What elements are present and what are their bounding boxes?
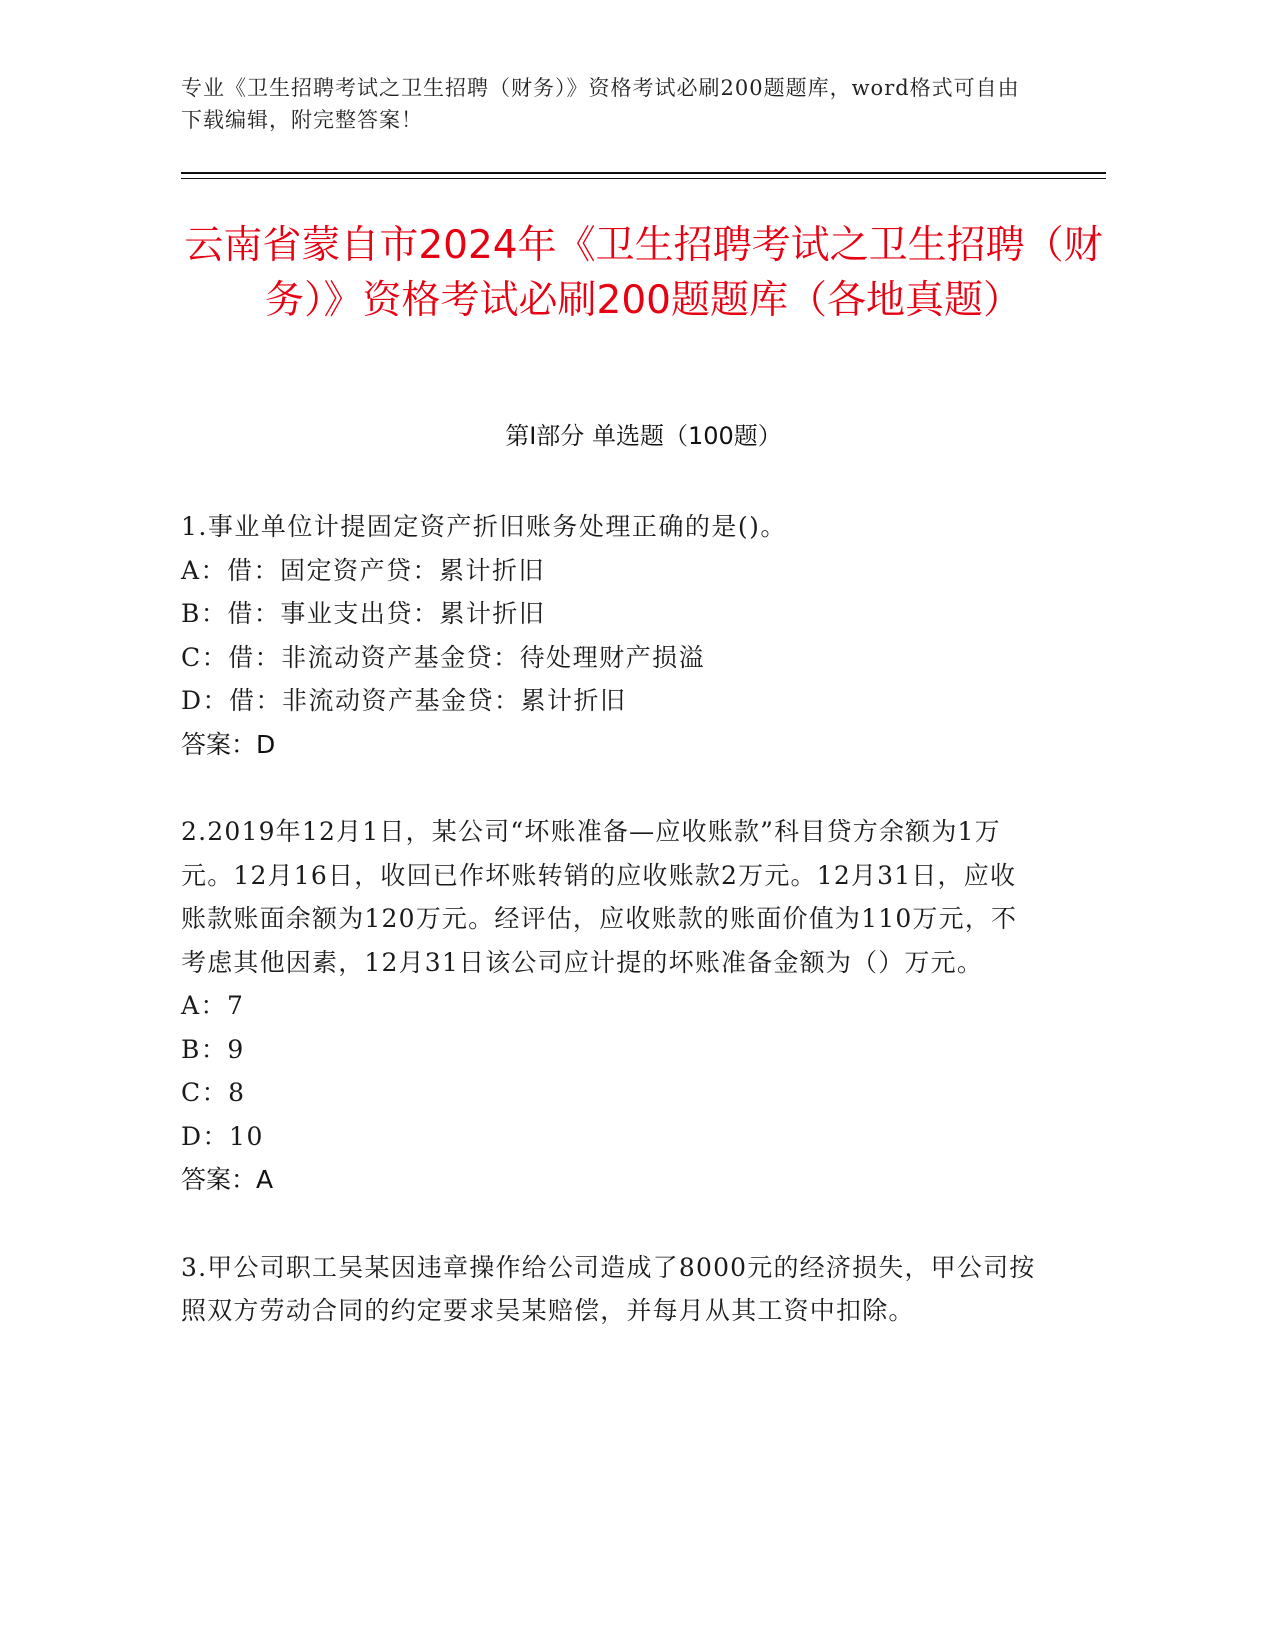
answer: 答案：D (181, 729, 276, 759)
question-1 (181, 505, 1041, 766)
option-a: A：7 (181, 991, 245, 1020)
question-stem: 1.事业单位计提固定资产折旧账务处理正确的是()。 (181, 512, 787, 541)
header-divider-thick (181, 172, 1106, 174)
option-d: D：10 (181, 1121, 264, 1151)
question-2 (181, 810, 1041, 1202)
document-title: 云南省蒙自市2024年《卫生招聘考试之卫生招聘（财务）》资格考试必刷200题题库（各地真题） (184, 223, 1103, 323)
question-stem: 2.2019年12月1日，某公司“坏账准备—应收账款”科目贷方余额为1万元。12月16日，收回已作坏账转销的应收账款2万元。12月31日，应收账款账面余额为120万元。经评估，应收账款的账面价值为110万元，不考虑其他因素，12月31日该公司应计提的坏账准备金额为（）万元。 (181, 817, 1018, 977)
option-d: D：借：非流动资产基金贷：累计折旧 (181, 686, 627, 715)
option-b: B：借：事业支出贷：累计折旧 (181, 599, 546, 628)
question-3 (181, 1246, 1041, 1333)
option-c: C：借：非流动资产基金贷：待处理财产损溢 (181, 642, 706, 672)
header-divider-thin (181, 178, 1106, 179)
section-title: 第Ⅰ部分 单选题（100题） (505, 422, 782, 450)
question-stem: 3.甲公司职工吴某因违章操作给公司造成了8000元的经济损失，甲公司按照双方劳动合同的约定要求吴某赔偿，并每月从其工资中扣除。 (181, 1252, 1036, 1325)
option-a: A：借：固定资产贷：累计折旧 (181, 555, 546, 585)
option-c: C：8 (181, 1078, 246, 1107)
answer: 答案：A (181, 1165, 274, 1194)
header-note: 专业《卫生招聘考试之卫生招聘（财务）》资格考试必刷200题题库，word格式可自由下载编辑，附完整答案！ (181, 76, 1020, 132)
option-b: B：9 (181, 1034, 245, 1064)
question-list (181, 505, 1041, 1377)
